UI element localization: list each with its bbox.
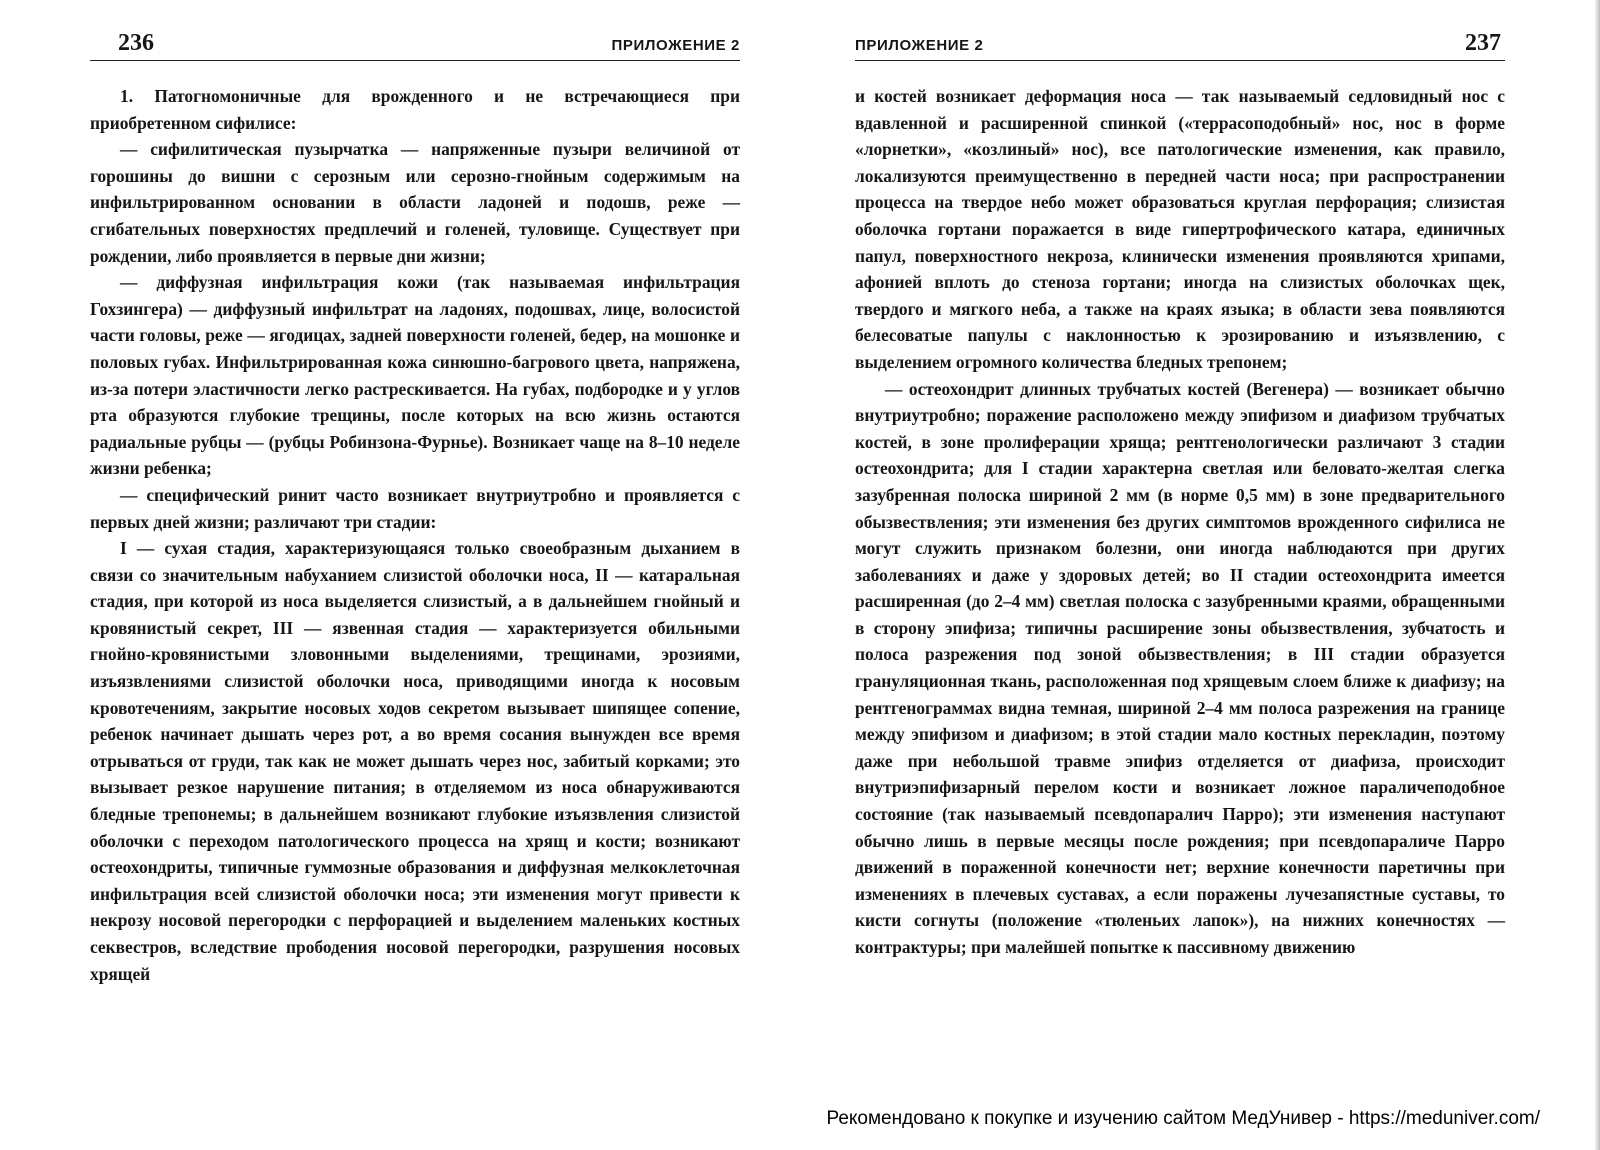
paragraph: — остеохондрит длинных трубчатых костей (Вегенера) — возникает обычно внутриутробно; поражение расположено между эпифизом и диафизом трубчатых костей, в зоне пролиферации хряща; рентгенологически различают 3 стадии остеохондрита; для I стадии характерна светлая или беловато-желтая слегка зазубренная полоска шириной 2 мм (в норме 0,5 мм) в зоне предварительного обызвествления; эти изменения без других симптомов врожденного сифилиса не могут служить признаком болезни, они иногда наблюдаются при других заболеваниях и даже у здоровых детей; во II стадии остеохондрита имеется расширенная (до 2–4 мм) светлая полоска с зазубренными краями, обращенными в сторону эпифиза; типичны расширение зоны обызвествления, зубчатость и полоса разрежения под зоной обызвествления; в III стадии образуется грануляционная ткань, расположенная под хрящевым слоем ближе к диафизу; на рентгенограммах видна темная, шириной 2–4 мм полоса разрежения на границе между эпифизом и диафизом; в этой стадии мало костных перекладин, поэтому даже при небольшой травме эпифиз отделяется от диафиза, происходит внутриэпифизарный перелом кости и возникает ложное параличеподобное состояние (так называемый псевдопаралич Парро); эти изменения наступают обычно лишь в первые месяцы после рождения; при псевдопараличе Парро движений в пораженной конечности нет; верхние конечности паретичны при изменениях в плечевых суставах, а если поражены лучезапястные суставы, то кисти согнуты (положение «тюленьих лапок»), на нижних конечностях — контрактуры; при малейшей попытке к пассивному движению (855, 378, 1505, 957)
paragraph: — диффузная инфильтрация кожи (так называемая инфильтрация Гохзингера) — диффузный инфильтрат на ладонях, подошвах, лице, волосистой части головы, реже — ягодицах, задней поверхности голеней, бедер, на мошонке и половых губах. Инфильтрированная кожа синюшно-багрового цвета, напряжена, из-за потери эластичности легко растрескивается. На губах, подбородке и у углов рта образуются глубокие трещины, после которых на всю жизнь остаются радиальные рубцы — (рубцы Робинзона-Фурнье). Возникает чаще на 8–10 неделе жизни ребенка; (90, 272, 740, 479)
left-running-head (90, 28, 740, 61)
left-running-title: ПРИЛОЖЕНИЕ 2 (611, 37, 740, 54)
right-page (855, 28, 1505, 961)
right-page-text (855, 83, 1505, 961)
recommendation-footer: Рекомендовано к покупке и изучению сайтом МедУнивер - https://meduniver.com/ (826, 1108, 1540, 1129)
paragraph: — сифилитическая пузырчатка — напряженные пузыри величиной от горошины до вишни с серозным или серозно-гнойным содержимым на инфильтрированном основании в области ладоней и подошв, реже — сгибательных поверхностях предплечий и голеней, туловище. Существует при рождении, либо проявляется в первые дни жизни; (90, 139, 740, 266)
paragraph: — специфический ринит часто возникает внутриутробно и проявляется с первых дней жизни; различают три стадии: (90, 484, 740, 532)
left-page-text (90, 83, 740, 987)
paragraph: и костей возникает деформация носа — так называемый седловидный нос с вдавленной и расширенной спинкой («террасоподобный» нос, нос в форме «лорнетки», «козлиный» нос), все патологические изменения, как правило, локализуются преимущественно в передней части носа; при распространении процесса на твердое небо может образоваться круглая перфорация; слизистая оболочка гортани поражается в виде гипертрофического катара, единичных папул, поверхностного некроза, клинически изменения проявляются хрипами, афонией вплоть до стеноза гортани; иногда на слизистых оболочках щек, твердого и мягкого неба, а также на краях языка; в области зева появляются белесоватые папулы с наклонностью к эрозированию и изъязвлению, с выделением огромного количества бледных трепонем; (855, 86, 1505, 372)
right-running-title: ПРИЛОЖЕНИЕ 2 (855, 37, 984, 54)
right-page-number: 237 (1465, 30, 1501, 56)
left-page (90, 28, 740, 987)
scan-edge (1594, 0, 1600, 1150)
paragraph: I — сухая стадия, характеризующаяся только своеобразным дыханием в связи со значительным набуханием слизистой оболочки носа, II — катаральная стадия, при которой из носа выделяется слизистый, а в дальнейшем гнойный и кровянистый секрет, III — язвенная стадия — характеризуется обильными гнойно-кровянистыми зловонными выделениями, трещинами, эрозиями, изъязвлениями слизистой оболочки носа, приводящими иногда к носовым кровотечениям, закрытие носовых ходов секретом вызывает шипящее сопение, ребенок начинает дышать через рот, а во время сосания вынужден все время отрываться от груди, так как не может дышать через нос, забитый корками; это вызывает резкое нарушение питания; в отделяемом из носа обнаруживаются бледные трепонемы; в дальнейшем возникают глубокие изъязвления слизистой оболочки с переходом патологического процесса на хрящ и кости; возникают остеохондриты, типичные гуммозные образования и диффузная мелкоклеточная инфильтрация всей слизистой оболочки носа; эти изменения могут привести к некрозу носовой перегородки с перфорацией и выделением маленьких костных секвестров, вследствие прободения носовой перегородки, разрушения носовых хрящей (90, 538, 740, 984)
paragraph: 1. Патогномоничные для врожденного и не встречающиеся при приобретенном сифилисе: (90, 86, 740, 133)
left-page-number: 236 (118, 30, 154, 56)
right-running-head (855, 28, 1505, 61)
